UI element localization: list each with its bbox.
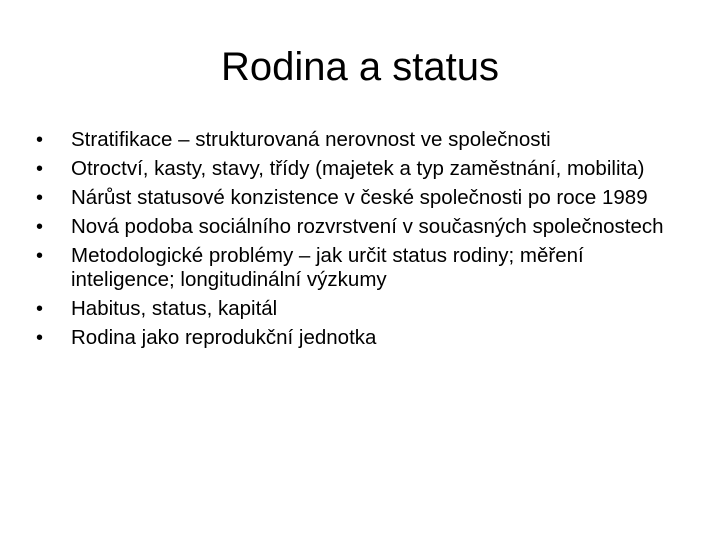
bullet-item: [36, 215, 686, 239]
slide-title: Rodina a status: [221, 45, 499, 89]
bullet-list: [36, 128, 686, 355]
bullet-text: Otroctví, kasty, stavy, třídy (majetek a typ zaměstnání, mobilita): [71, 157, 645, 180]
bullet-marker: •: [36, 298, 44, 320]
bullet-item: [36, 244, 686, 292]
bullet-text: Metodologické problémy – jak určit status rodiny; měření inteligence; longitudinální výzkumy: [71, 244, 584, 291]
bullet-marker: •: [36, 187, 44, 209]
bullet-item: [36, 128, 686, 152]
bullet-text: Nová podoba sociálního rozvrstvení v současných společnostech: [71, 215, 664, 238]
bullet-marker: •: [36, 327, 44, 349]
bullet-item: [36, 157, 686, 181]
bullet-marker: •: [36, 245, 44, 267]
bullet-marker: •: [36, 129, 44, 151]
bullet-item: [36, 297, 686, 321]
bullet-text: Habitus, status, kapitál: [71, 297, 278, 320]
bullet-marker: •: [36, 158, 44, 180]
bullet-marker: •: [36, 216, 44, 238]
bullet-text: Rodina jako reprodukční jednotka: [71, 326, 377, 349]
bullet-text: Nárůst statusové konzistence v české společnosti po roce 1989: [71, 186, 648, 209]
bullet-text: Stratifikace – strukturovaná nerovnost ve společnosti: [71, 128, 551, 151]
bullet-item: [36, 326, 686, 350]
bullet-item: [36, 186, 686, 210]
